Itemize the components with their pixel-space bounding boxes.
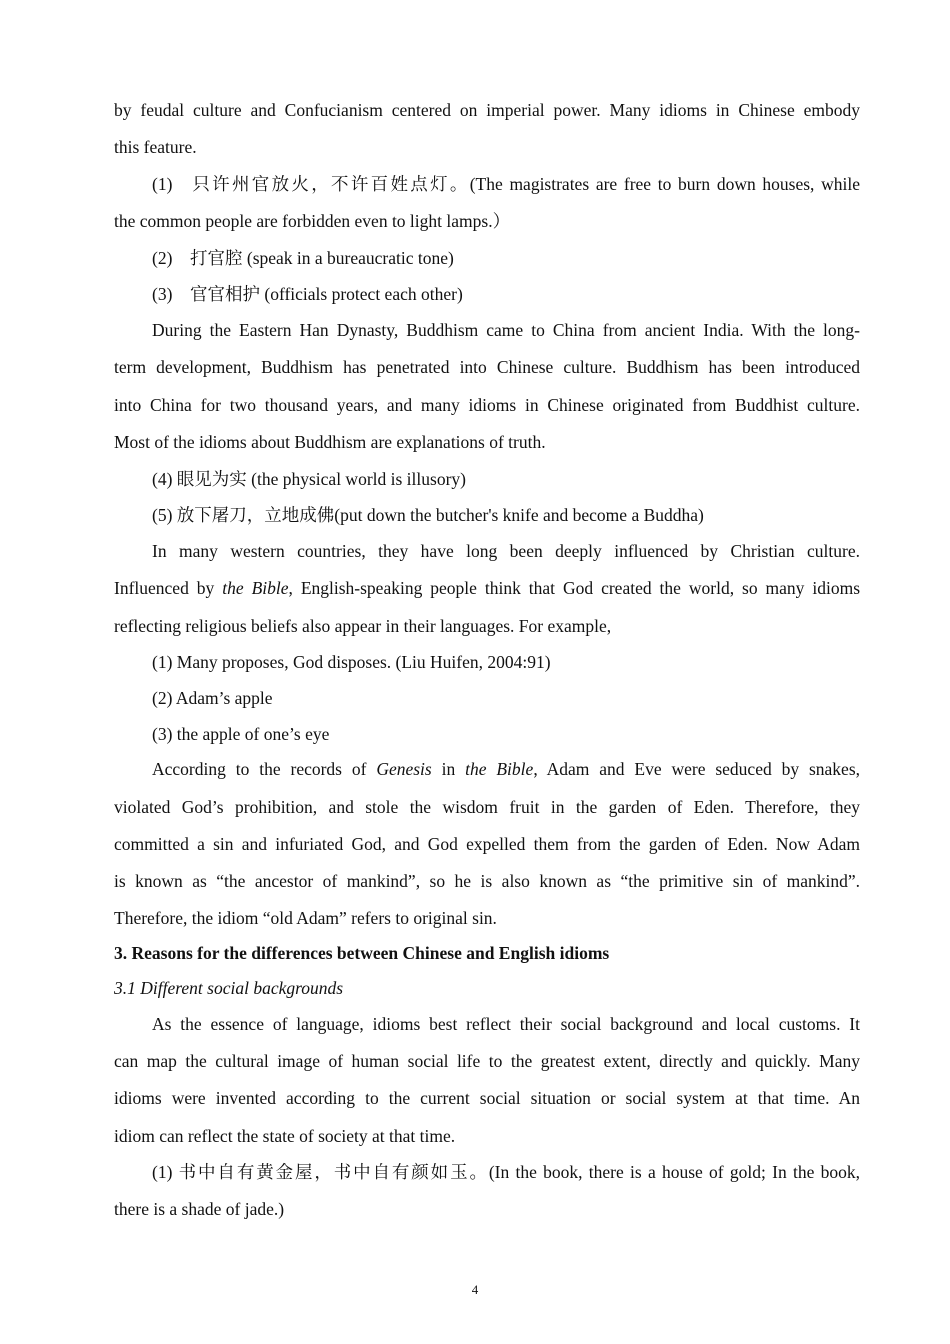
paragraph-line: this feature. bbox=[114, 137, 197, 157]
book-title: the Bible bbox=[465, 759, 534, 779]
text-run: , Adam and Eve were seduced by snakes, bbox=[533, 759, 861, 779]
example-number: (1) bbox=[152, 174, 173, 194]
book-title: Genesis bbox=[376, 759, 432, 779]
text-run: in bbox=[431, 759, 466, 779]
example-text: 官官相护 (officials protect each other) bbox=[190, 284, 463, 304]
paragraph-line: committed a sin and infuriated God, and God expelled them from the garden of Eden. Now Adam bbox=[114, 834, 860, 854]
section-heading: 3. Reasons for the differences between Chinese and English idioms bbox=[114, 943, 610, 963]
paragraph-line: can map the cultural image of human social life to the greatest extent, directly and quickly. Many bbox=[114, 1051, 860, 1071]
paragraph-line: the common people are forbidden even to light lamps.） bbox=[114, 211, 511, 231]
paragraph-line: Most of the idioms about Buddhism are explanations of truth. bbox=[114, 432, 546, 452]
text-run: According to the records of bbox=[152, 759, 377, 779]
example-number: (2) bbox=[152, 248, 173, 268]
paragraph-line bbox=[114, 576, 860, 600]
example-line: (1) 书中自有黄金屋，书中自有颜如玉。(In the book, there is a house of gold; In the book, bbox=[152, 1162, 860, 1182]
example-text: 打官腔 (speak in a bureaucratic tone) bbox=[190, 248, 454, 268]
paragraph-line: reflecting religious beliefs also appear in their languages. For example, bbox=[114, 616, 612, 636]
example-line: (5) 放下屠刀，立地成佛(put down the butcher's knife and become a Buddha) bbox=[152, 505, 704, 525]
paragraph-line: is known as “the ancestor of mankind”, so he is also known as “the primitive sin of mankind”. bbox=[114, 871, 860, 891]
text-run: , English-speaking people think that God created the world, so many idioms bbox=[288, 578, 861, 598]
paragraph-line: Therefore, the idiom “old Adam” refers to original sin. bbox=[114, 908, 497, 928]
example-line bbox=[152, 172, 860, 196]
text-run: Influenced by bbox=[114, 578, 223, 598]
paragraph-line: term development, Buddhism has penetrated into Chinese culture. Buddhism has been introduced bbox=[114, 357, 860, 377]
paragraph-line: As the essence of language, idioms best reflect their social background and local customs. It bbox=[152, 1014, 860, 1034]
example-line: (3) the apple of one’s eye bbox=[152, 724, 330, 744]
paragraph-line: In many western countries, they have long been deeply influenced by Christian culture. bbox=[152, 541, 860, 561]
paragraph-line: violated God’s prohibition, and stole the wisdom fruit in the garden of Eden. Therefore, they bbox=[114, 797, 860, 817]
page-number: 4 bbox=[471, 1282, 479, 1297]
example-line: (1) Many proposes, God disposes. (Liu Huifen, 2004:91) bbox=[152, 652, 551, 672]
book-title: the Bible bbox=[222, 578, 289, 598]
paragraph-line: idiom can reflect the state of society at that time. bbox=[114, 1126, 456, 1146]
example-line: (2) Adam’s apple bbox=[152, 688, 273, 708]
paragraph-line: During the Eastern Han Dynasty, Buddhism came to China from ancient India. With the long- bbox=[152, 320, 860, 340]
example-line bbox=[152, 282, 860, 306]
example-line bbox=[152, 246, 860, 270]
paragraph-line: there is a shade of jade.) bbox=[114, 1199, 285, 1219]
example-number: (3) bbox=[152, 284, 173, 304]
subsection-heading: 3.1 Different social backgrounds bbox=[114, 978, 344, 998]
paragraph-line bbox=[152, 757, 860, 781]
paragraph-line: idioms were invented according to the current social situation or social system at that time. An bbox=[114, 1088, 860, 1108]
example-line: (4) 眼见为实 (the physical world is illusory) bbox=[152, 469, 466, 489]
example-text: 只许州官放火，不许百姓点灯。(The magistrates are free to burn down houses, while bbox=[190, 174, 860, 194]
paragraph-line: by feudal culture and Confucianism centered on imperial power. Many idioms in Chinese embody bbox=[114, 100, 860, 120]
paragraph-line: into China for two thousand years, and many idioms in Chinese originated from Buddhist culture. bbox=[114, 395, 860, 415]
